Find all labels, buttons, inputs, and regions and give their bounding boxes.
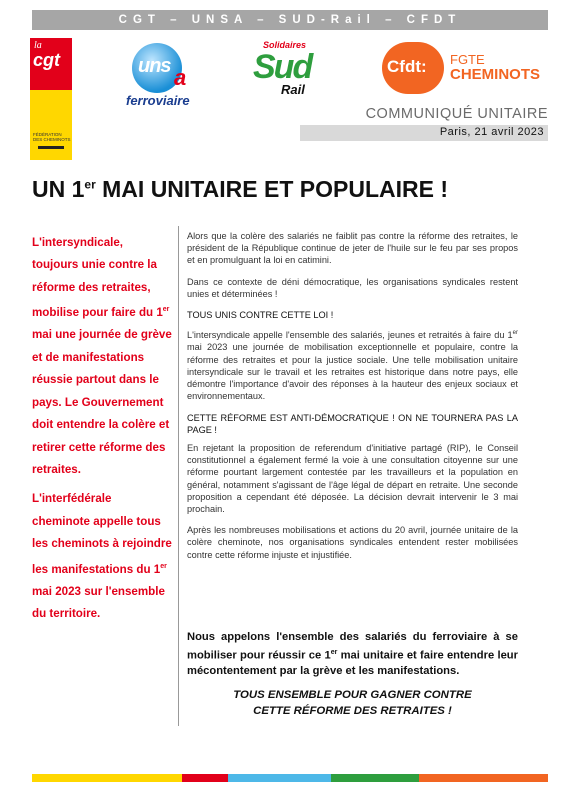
- body-p3-b: mai 2023 une journée de mobilisation exceptionnelle et populaire, contre la réforme des retraites et pour la justice sociale. Une telle mobilisation unitaire intersyndicale sur le travail et les retraites est historique dans notre pays, elle démontre l'importance d'avoir des réponses à la hauteur des enjeux sociaux et environnementaux.: [187, 342, 518, 402]
- unsa-logo-a: a: [174, 65, 187, 90]
- sidebar-paragraph-2: [32, 488, 172, 625]
- column-divider: [178, 226, 179, 726]
- body-paragraph-1: Alors que la colère des salariés ne faiblit pas contre la réforme des retraites, le président de la République continue de jeter de l'huile sur le feu par ses propos et en promulguant la loi en catimini.: [187, 231, 518, 266]
- final-slogan-line-2: CETTE RÉFORME DES RETRAITES !: [253, 705, 452, 717]
- page-title: [32, 176, 548, 203]
- final-slogan: [187, 687, 518, 719]
- cgt-logo-federation: FÉDÉRATION DES CHEMINOTS: [33, 132, 71, 142]
- body-p3-a: L'intersyndicale appelle l'ensemble des salariés, jeunes et retraités à faire du 1: [187, 330, 513, 341]
- sidebar-p2-a: L'interfédérale cheminote appelle tous les cheminots à rejoindre les manifestations du 1: [32, 492, 172, 576]
- cgt-logo-la: la: [34, 40, 42, 51]
- cgt-logo-name: cgt: [33, 50, 60, 70]
- sud-logo-rail: Rail: [281, 82, 305, 97]
- section-heading-2: CETTE RÉFORME EST ANTI-DÉMOCRATIQUE ! ON NE TOURNERA PAS LA PAGE !: [187, 412, 518, 435]
- sidebar-p1-a: L'intersyndicale, toujours unie contre la réforme des retraites, mobilise pour faire du 1: [32, 236, 163, 320]
- date-band: [300, 125, 548, 141]
- communique-label: COMMUNIQUÉ UNITAIRE: [365, 106, 548, 122]
- cgt-logo: [30, 38, 72, 160]
- footer-stripe-segment-1: [32, 774, 182, 782]
- sidebar-p2-b: mai 2023 sur l'ensemble du territoire.: [32, 584, 165, 621]
- footer-stripe-segment-3: [228, 774, 331, 782]
- sidebar: [32, 232, 172, 633]
- body-paragraph-4: En rejetant la proposition de referendum d'initiative partagé (RIP), le Conseil constitutionnel a également fermé la voie à une consultation citoyenne sur une réforme pourtant largement contestée par les travailleurs et la population en général, notamment s'agissant de l'âge légal de départ en retraite. Une seconde proposition a cependant été déposée. La décision devrait intervenir le 3 mai prochain.: [187, 442, 518, 514]
- call-to-action: [187, 630, 518, 680]
- sud-logo-solidaires: Solidaires: [263, 40, 307, 50]
- call-a: Nous appelons l'ensemble des salariés du ferroviaire à se mobiliser pour réussir ce 1: [187, 631, 518, 663]
- sidebar-paragraph-1: [32, 232, 172, 481]
- footer-stripe-segment-2: [182, 774, 228, 782]
- unsa-logo: [118, 43, 228, 113]
- body-paragraph-3: [187, 327, 518, 402]
- body-p3-sup: er: [512, 330, 518, 337]
- cfdt-logo: [382, 42, 550, 94]
- call-sup: er: [330, 649, 338, 657]
- sidebar-p1-sup: er: [162, 306, 170, 314]
- sud-rail-logo: [253, 40, 325, 102]
- sud-logo-name: Sud: [253, 48, 312, 86]
- call-b: mai unitaire et faire entendre leur mécontentement par la grève et les manifestations.: [187, 650, 518, 678]
- final-slogan-line-1: TOUS ENSEMBLE POUR GAGNER CONTRE: [233, 689, 472, 701]
- cfdt-logo-name: Cfdt:: [387, 57, 427, 76]
- title-sup: er: [84, 177, 96, 192]
- footer-color-stripe: [32, 774, 548, 782]
- footer-stripe-segment-5: [419, 774, 548, 782]
- unsa-logo-name: uns: [138, 55, 171, 77]
- body-paragraph-5: Après les nombreuses mobilisations et actions du 20 avril, journée unitaire de la colère cheminote, nos organisations syndicales entendent rester mobilisées contre cette réforme injuste et injustifiée.: [187, 525, 518, 560]
- cfdt-logo-fgte: FGTE: [450, 52, 485, 67]
- body-paragraph-2: Dans ce contexte de déni démocratique, les organisations syndicales restent unies et déterminées !: [187, 276, 518, 299]
- footer-stripe-segment-4: [331, 774, 419, 782]
- title-part1: UN 1: [32, 176, 85, 202]
- cfdt-logo-cheminots: CHEMINOTS: [450, 66, 540, 83]
- unsa-logo-sub: ferroviaire: [126, 93, 190, 108]
- sidebar-p1-b: mai une journée de grève et de manifestations réussie partout dans le pays. Le Gouvernement doit entendre la colère et retirer cette réforme des retraites.: [32, 328, 172, 476]
- main-text: [187, 230, 518, 570]
- communique-date: Paris, 21 avril 2023: [439, 126, 544, 138]
- section-heading-1: TOUS UNIS CONTRE CETTE LOI !: [187, 310, 334, 321]
- sidebar-p2-sup: er: [160, 562, 167, 570]
- title-part2: MAI UNITAIRE ET POPULAIRE !: [95, 176, 448, 202]
- unions-band: CGT – UNSA – SUD-Rail – CFDT: [32, 10, 548, 30]
- rail-icon: [38, 146, 64, 158]
